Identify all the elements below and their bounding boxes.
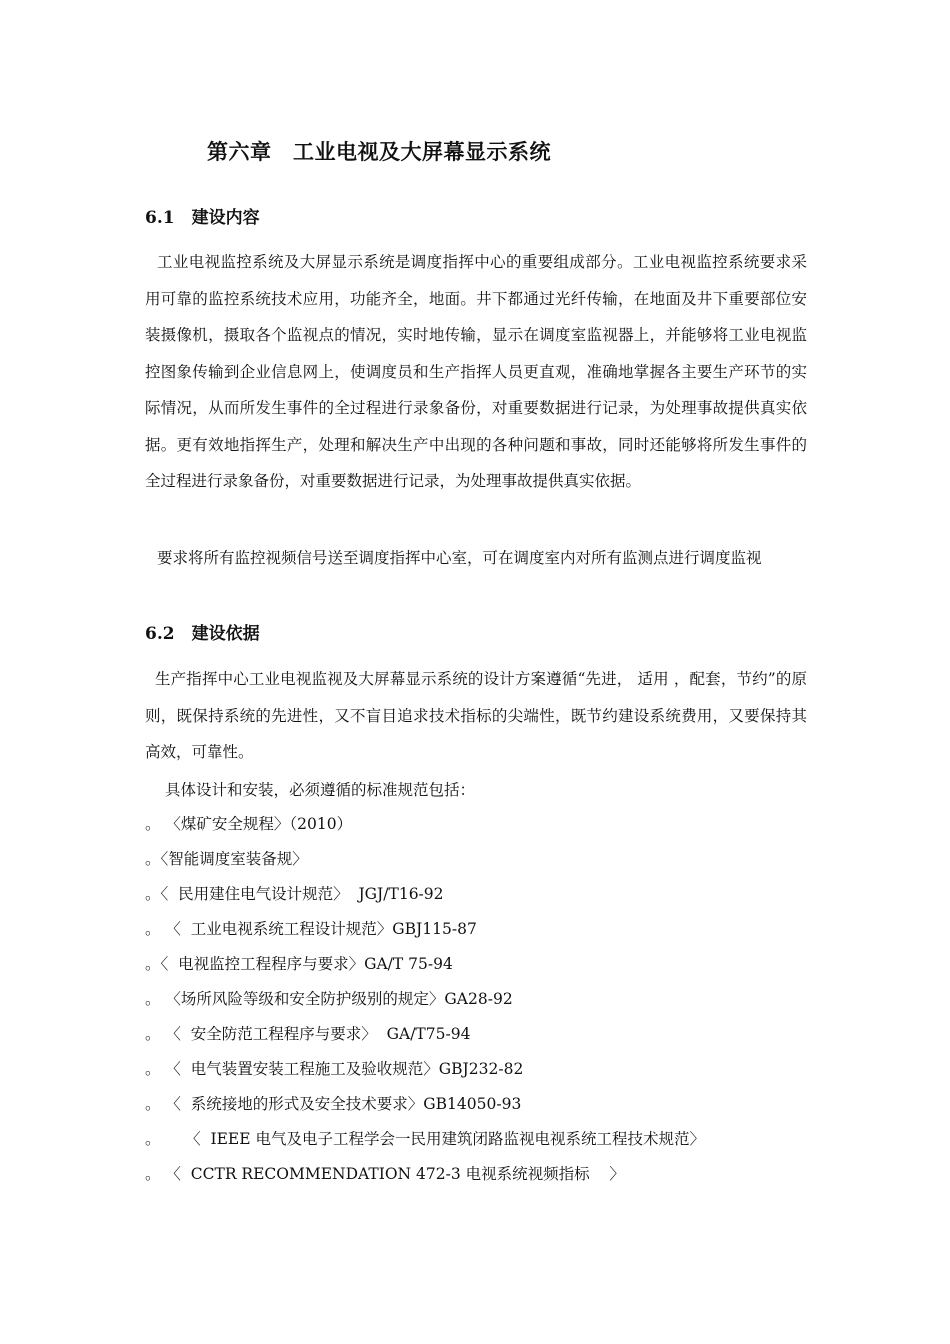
standard-item: 。 〈 工业电视系统工程设计规范〉GBJ115-87 (145, 920, 477, 938)
section-6-1-paragraph-2: 要求将所有监控视频信号送至调度指挥中心室，可在调度室内对所有监测点进行调度监视 (157, 549, 762, 567)
standard-item: 。 〈 安全防范工程程序与要求〉 GA/T75-94 (145, 1025, 471, 1043)
section-title-6-1: 6.1 建设内容 (145, 208, 260, 228)
standards-intro: 具体设计和安装，必须遵循的标准规范包括： (165, 781, 476, 799)
standard-item: 。 〈 IEEE 电气及电子工程学会一民用建筑闭路监视电视系统工程技术规范〉 (145, 1130, 705, 1148)
section-title-6-2: 6.2 建设依据 (145, 624, 260, 644)
standard-item: 。 〈场所风险等级和安全防护级别的规定〉GA28-92 (145, 990, 513, 1008)
standard-item: 。〈 民用建住电气设计规范〉 JGJ/T16-92 (145, 885, 444, 903)
standard-item: 。 〈 CCTR RECOMMENDATION 472-3 电视系统视频指标 〉 (145, 1165, 625, 1183)
standard-item: 。 〈 系统接地的形式及安全技术要求〉GB14050-93 (145, 1095, 522, 1113)
standard-item: 。 〈 电气装置安装工程施工及验收规范〉GBJ232-82 (145, 1060, 524, 1078)
standard-item: 。 〈煤矿安全规程〉（2010） (145, 815, 353, 833)
section-6-1-paragraph-1: 工业电视监控系统及大屏显示系统是调度指挥中心的重要组成部分。工业电视监控系统要求采用可靠的监控系统技术应用，功能齐全，地面。井下都通过光纤传输，在地面及井下重要部位安装摄像机，摄取各个监视点的情况，实时地传输，显示在调度室监视器上，并能够将工业电视监控图象传输到企业信息网上，使调度员和生产指挥人员更直观，准确地掌握各主要生产环节的实际情况，从而所发生事件的全过程进行录象备份，对重要数据进行记录，为处理事故提供真实依据。更有效地指挥生产，处理和解决生产中出现的各种问题和事故，同时还能够将所发生事件的 全过程进行录象备份，对重要数据进行记录，为处理事故提供真实依据。 (145, 253, 807, 490)
chapter-title: 第六章 工业电视及大屏幕显示系统 (207, 139, 551, 164)
section-6-2-paragraph-1: 生产指挥中心工业电视监视及大屏幕显示系统的设计方案遵循“先进， 适用 ，配套，节约”的原则，既保持系统的先进性，又不盲目追求技术指标的尖端性，既节约建设系统费用，又要保持其高效，可靠性。 (145, 670, 807, 761)
standard-item: 。〈 电视监控工程程序与要求〉GA/T 75-94 (145, 955, 453, 973)
standard-item: 。〈智能调度室装备规〉 (145, 850, 308, 868)
